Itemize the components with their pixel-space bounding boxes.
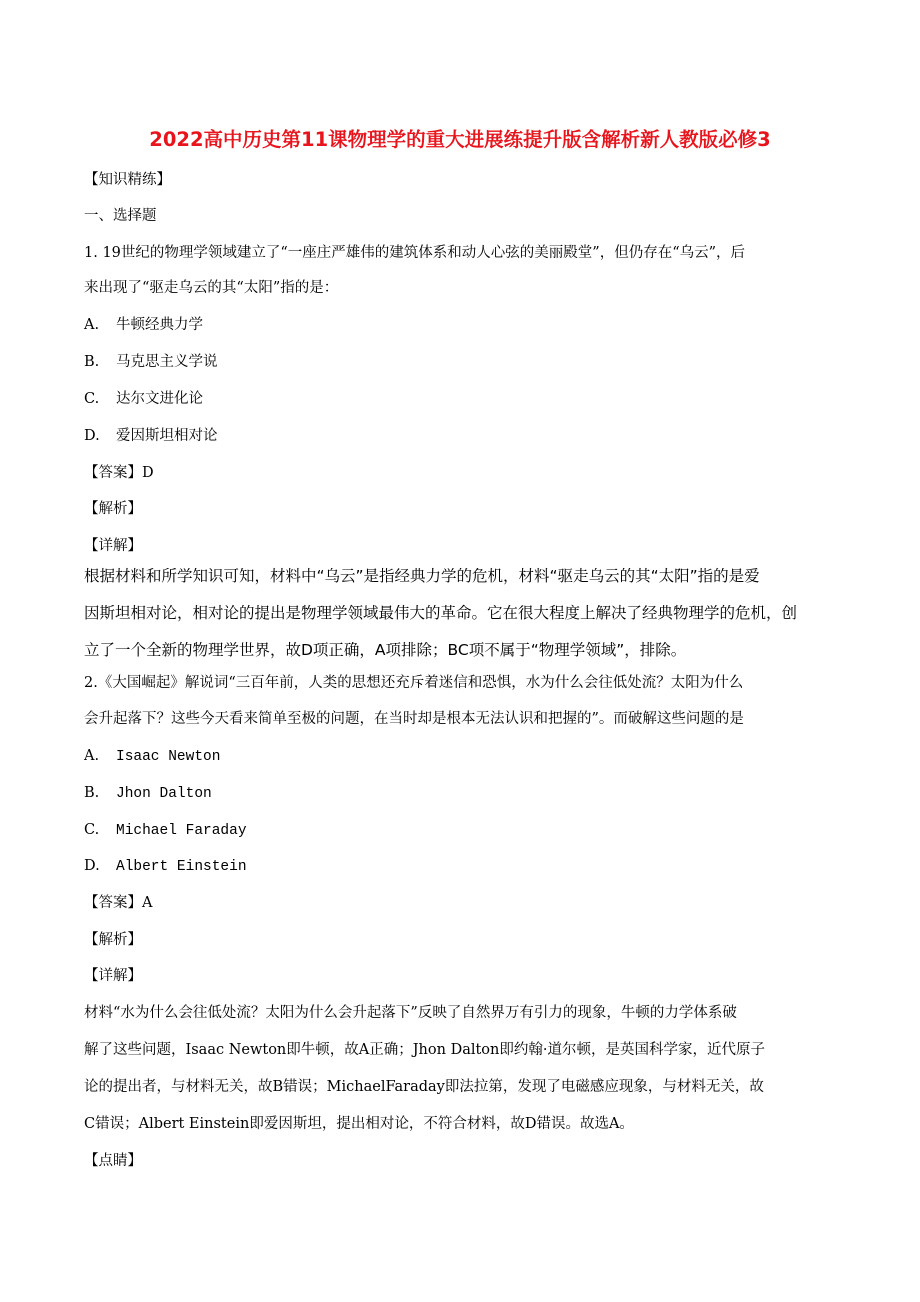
option-text: Isaac Newton: [116, 749, 221, 765]
question-2-answer: 【答案】A: [84, 895, 153, 911]
question-2-option-a: [84, 747, 844, 766]
question-1-detail-line-2: 因斯坦相对论，相对论的提出是物理学领域最伟大的革命。它在很大程度上解决了经典物理学的危机，创: [84, 604, 798, 622]
question-2-point-label: 【点睛】: [84, 1153, 142, 1169]
question-2-detail-line-1: 材料“水为什么会往低处流？太阳为什么会升起落下”反映了自然界万有引力的现象，牛顿的力学体系破: [84, 1005, 737, 1021]
question-1-analysis-label: 【解析】: [84, 501, 142, 517]
question-2-stem-line-2: 会升起落下？这些今天看来简单至极的问题，在当时却是根本无法认识和把握的”。而破解这些问题的是: [84, 711, 744, 727]
option-label: D.: [84, 858, 100, 874]
question-1-option-b: [84, 353, 844, 371]
option-label: C.: [84, 822, 100, 838]
option-text: 马克思主义学说: [116, 354, 218, 370]
question-1-detail-label: 【详解】: [84, 538, 142, 554]
option-text: Albert Einstein: [116, 859, 247, 875]
question-2-stem-line-1: 2.《大国崛起》解说词“三百年前，人类的思想还充斥着迷信和恐惧，水为什么会往低处流？太阳为什么: [84, 675, 744, 691]
question-2-detail-line-4: C错误；Albert Einstein即爱因斯坦，提出相对论，不符合材料，故D错误。故选A。: [84, 1116, 634, 1132]
page-title: 2022高中历史第11课物理学的重大进展练提升版含解析新人教版必修3: [149, 128, 771, 151]
option-text: Michael Faraday: [116, 823, 247, 839]
question-1-answer: 【答案】D: [84, 465, 154, 481]
section-header: 【知识精练】: [84, 172, 171, 188]
question-1-option-a: [84, 316, 844, 334]
question-2-option-c: [84, 821, 844, 840]
question-2-detail-label: 【详解】: [84, 968, 142, 984]
option-text: 爱因斯坦相对论: [116, 428, 218, 444]
option-label: A.: [84, 748, 100, 764]
question-2-detail-line-2: 解了这些问题，Isaac Newton即牛顿，故A正确；Jhon Dalton即约翰·道尔顿，是英国科学家，近代原子: [84, 1042, 765, 1058]
option-label: D.: [84, 428, 100, 444]
question-1-stem-line-2: 来出现了“驱走乌云的其“太阳”指的是：: [84, 280, 339, 296]
option-label: C.: [84, 391, 100, 407]
question-1-stem-line-1: 1. 19世纪的物理学领域建立了“一座庄严雄伟的建筑体系和动人心弦的美丽殿堂”，但仍存在“乌云”，后: [84, 245, 746, 261]
question-1-detail-line-1: 根据材料和所学知识可知，材料中“乌云”是指经典力学的危机，材料“驱走乌云的其“太阳”指的是爱: [84, 567, 760, 585]
option-text: 牛顿经典力学: [116, 317, 203, 333]
question-1-option-c: [84, 390, 844, 408]
question-2-detail-line-3: 论的提出者，与材料无关，故B错误；MichaelFaraday即法拉第，发现了电磁感应现象，与材料无关，故: [84, 1079, 764, 1095]
option-text: 达尔文进化论: [116, 391, 203, 407]
part-heading: 一、选择题: [84, 208, 157, 224]
option-label: B.: [84, 354, 100, 370]
option-text: Jhon Dalton: [116, 786, 212, 802]
option-label: A.: [84, 317, 100, 333]
question-2-option-b: [84, 784, 844, 803]
question-1-detail-line-3: 立了一个全新的物理学世界，故D项正确，A项排除；BC项不属于“物理学领域”，排除。: [84, 641, 687, 659]
question-1-option-d: [84, 427, 844, 445]
question-2-option-d: [84, 857, 844, 876]
option-label: B.: [84, 785, 100, 801]
question-2-analysis-label: 【解析】: [84, 932, 142, 948]
